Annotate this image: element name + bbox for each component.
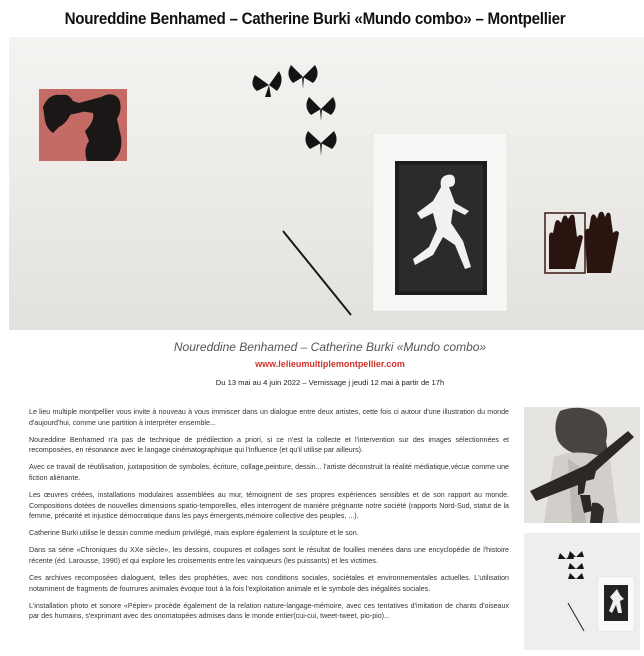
woman-with-gun-illustration (524, 407, 640, 523)
hero-artwork-illustration (9, 37, 644, 330)
paragraph: Ces archives recomposées dialoguent, telles des prophéties, avec nos conditions sociales, sociétales et environnementales actuelles. L'utilisation notamment de fragments de fourrures animales évoque tout à la fois l'exploitation animale et le symbole des inégalités sociales. (29, 574, 509, 593)
running-figure-print (373, 133, 507, 311)
hands-artwork (545, 212, 619, 273)
paragraph: Catherine Burki utilise le dessin comme medium privilégié, mais explore également la sculpture et le son. (29, 529, 359, 538)
hero-artwork-photo (9, 37, 644, 330)
side-photo-woman-with-gun[interactable] (524, 407, 640, 523)
paragraph: Noureddine Benhamed n'a pas de technique de prédilection a priori, si ce n'est la collecte et l'intervention sur des images sélectionnées et recomposées, en résonance avec le langage cinématographique qui l'influence (et qu'il utilise par ailleurs). (29, 435, 509, 455)
exhibition-subtitle: Noureddine Benhamed – Catherine Burki «Mundo combo» (173, 340, 487, 354)
red-collage-artwork (39, 89, 127, 161)
paragraph: L'installation photo et sonore «Pépier» procède également de la relation nature-langage-mémoire, avec ces tentatives d'imitation de chants d'oiseaux par des humains, s'exprimant avec des onomatopées admises dans le monde entier(cui-cui, tweet-tweet, pio-pio)... (29, 601, 509, 621)
page-title: Noureddine Benhamed – Catherine Burki «Mundo combo» – Montpellier (64, 10, 566, 28)
paragraph: Dans sa série «Chroniques du XXe siècle», les dessins, coupures et collages sont le résultat de fouilles menées dans une encyclopédie de l'histoire récente (éd. Larousse, 1990) et qui explore les croisements entre les vainqueurs (les puissants) et les victimes. (29, 546, 509, 566)
paragraph: Avec ce travail de réutilisation, juxtaposition de symboles, écriture, collage,peinture, dessin... l'artiste déconstruit la réalité médiatique,vécue comme une fiction aliénante. (29, 463, 509, 482)
stick-sculpture (283, 231, 351, 315)
side-photo-installation[interactable] (524, 533, 640, 650)
paragraph: Les œuvres créées, installations modulaires assemblées au mur, témoignent de ses propres expériences sensibles et de son rapport au monde. Compositions dotées de nouvelles dimensions spatio-temporelles, elles interrogent de manière prégnante notre société (rapports Nord-Sud, statut de la femme, précarité et injustice démocratique dans les pays émergents,mémoire collective des peuples, ...). (29, 491, 509, 521)
website-link[interactable]: www.lelieumultiplemontpellier.com (255, 359, 405, 369)
installation-illustration (524, 533, 640, 650)
butterflies (252, 65, 336, 156)
paragraph: Le lieu multiple montpellier vous invite à nouveau à vous immiscer dans un dialogue entre deux artistes, cette fois ci autour d'une illustration du monde d'aujourd'hui, comme une partition à interpréter ensemble... (29, 408, 509, 427)
exhibition-dates: Du 13 mai au 4 juin 2022 – Vernissage j jeudi 12 mai à partir de 17h (215, 378, 445, 387)
article-body (29, 407, 509, 629)
